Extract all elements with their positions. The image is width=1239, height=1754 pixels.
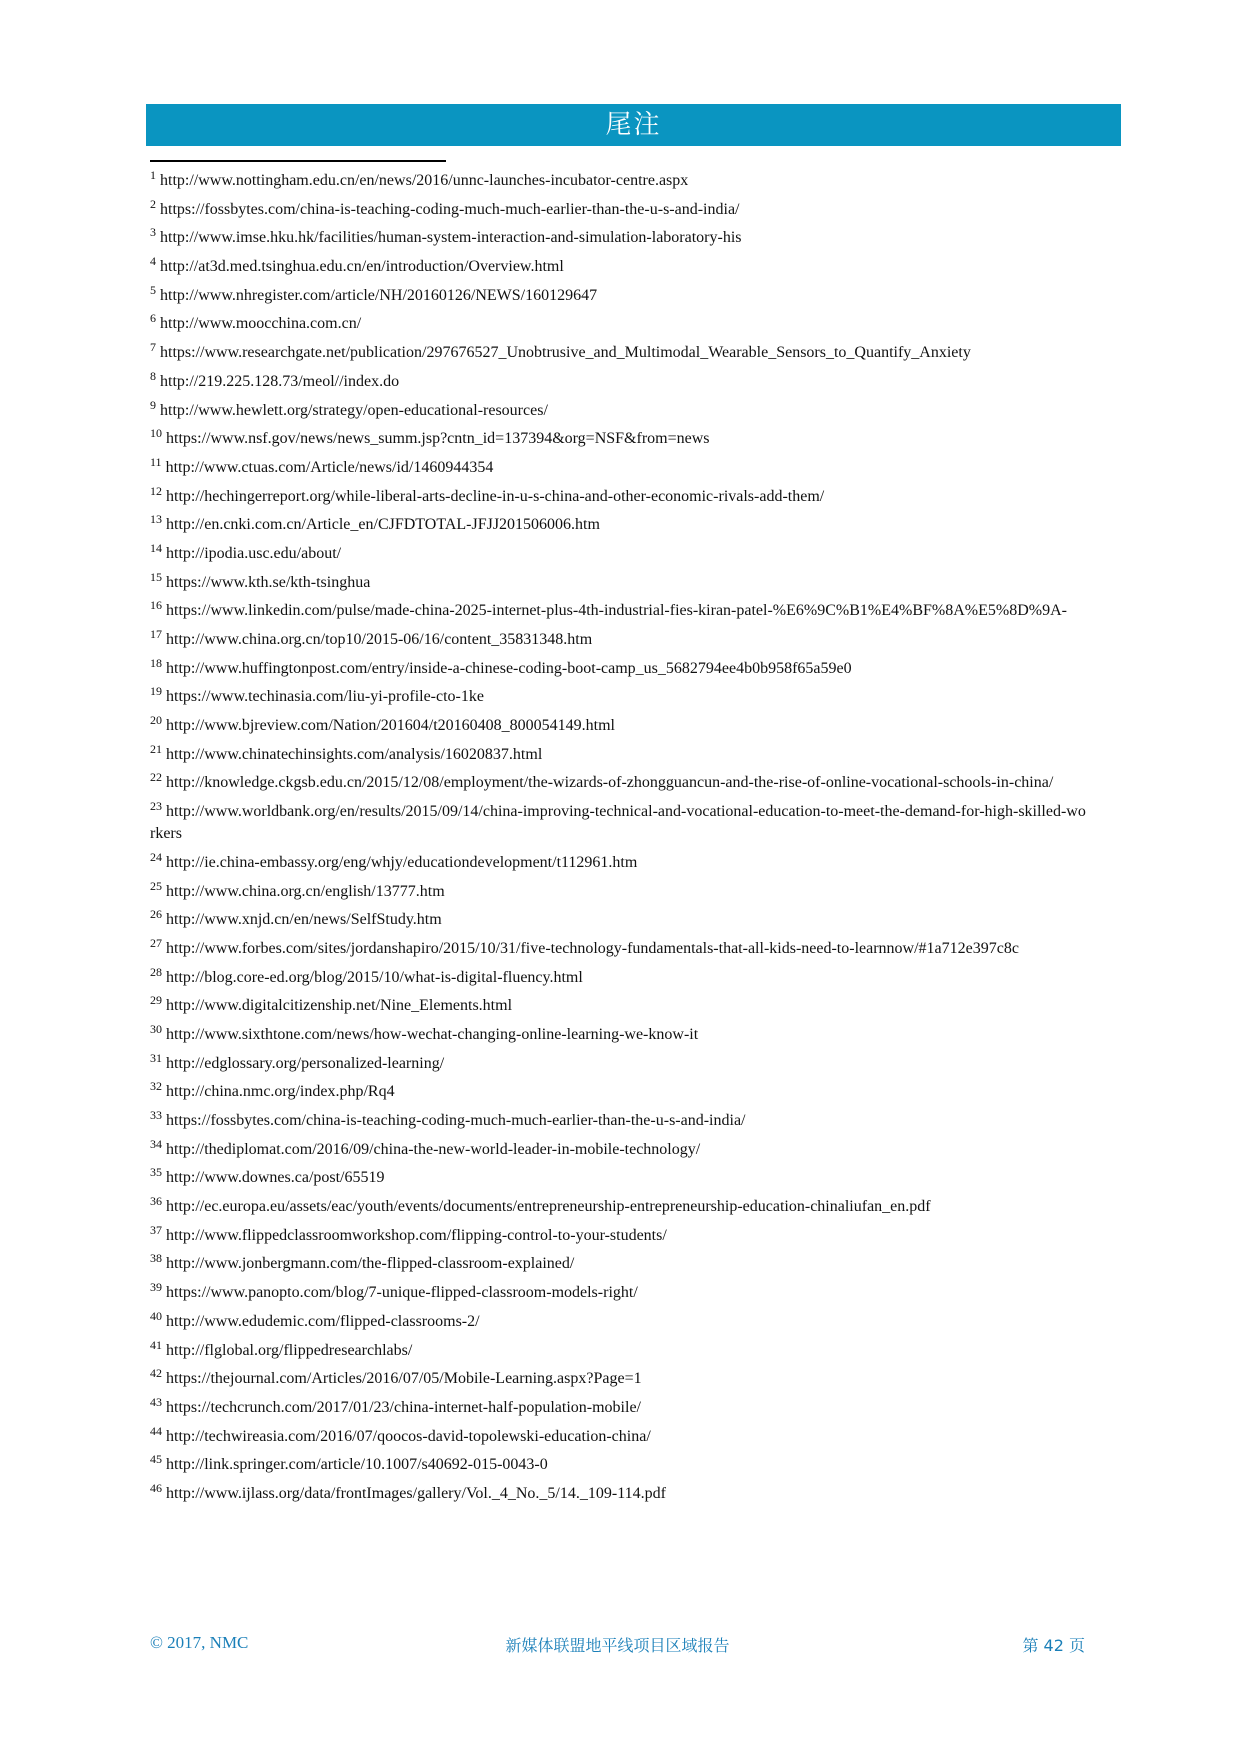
endnote-number: 17 — [150, 627, 162, 641]
endnote-number: 33 — [150, 1108, 162, 1122]
endnote-link[interactable]: https://thejournal.com/Articles/2016/07/05/Mobile-Learning.aspx?Page=1 — [166, 1370, 642, 1388]
endnote-number: 30 — [150, 1021, 162, 1036]
endnote-link[interactable]: http://www.nottingham.edu.cn/en/news/2016/unnc-launches-incubator-centre.aspx — [160, 172, 689, 189]
endnote-item — [150, 170, 1090, 192]
footnote-rule — [150, 160, 446, 162]
endnote-link[interactable]: https://fossbytes.com/china-is-teaching-coding-much-much-earlier-than-the-u-s-and-india/ — [160, 200, 740, 218]
endnote-link[interactable]: http://thediplomat.com/2016/09/china-the-new-world-leader-in-mobile-technology/ — [166, 1140, 701, 1158]
endnote-item — [150, 741, 1090, 766]
endnote-number: 1 — [150, 168, 156, 182]
footer-report-title: 新媒体联盟地平线项目区域报告 — [505, 1636, 730, 1655]
endnote-link[interactable]: http://hechingerreport.org/while-liberal-arts-decline-in-u-s-china-and-other-economic-rivals-add-them/ — [166, 487, 825, 505]
footer-copyright: © 2017, NMC — [150, 1633, 249, 1652]
endnote-link[interactable]: http://www.china.org.cn/english/13777.htm — [166, 882, 445, 900]
endnote-item — [150, 569, 1090, 594]
endnote-link[interactable]: http://ec.europa.eu/assets/eac/youth/events/documents/entrepreneurship-entrepreneurship-education-chinaliufan_en.pdf — [166, 1198, 931, 1216]
endnote-link[interactable]: http://en.cnki.com.cn/Article_en/CJFDTOTAL-JFJJ201506006.htm — [166, 516, 600, 534]
endnote-link[interactable]: http://knowledge.ckgsb.edu.cn/2015/12/08/employment/the-wizards-of-zhongguancun-and-the-rise-of-online-vocational-schools-in-china/ — [166, 774, 1054, 792]
endnote-link[interactable]: http://ie.china-embassy.org/eng/whjy/educationdevelopment/t112961.htm — [166, 853, 638, 871]
endnote-item — [150, 1253, 1090, 1275]
endnote-link[interactable]: http://www.worldbank.org/en/results/2015/09/14/china-improving-technical-and-vocational-education-to-meet-the-demand-for-high-skilled-workers — [150, 803, 1086, 843]
endnote-item — [150, 1337, 1090, 1362]
endnote-link[interactable]: https://www.kth.se/kth-tsinghua — [166, 573, 371, 591]
endnote-link[interactable]: http://www.huffingtonpost.com/entry/inside-a-chinese-coding-boot-camp_us_5682794ee4b0b958f65a59e0 — [166, 659, 852, 677]
endnote-item — [150, 540, 1090, 565]
endnote-link[interactable]: http://www.bjreview.com/Nation/201604/t20160408_800054149.html — [166, 717, 615, 735]
endnote-item — [150, 1021, 1090, 1046]
endnote-link[interactable]: http://www.downes.ca/post/65519 — [166, 1169, 385, 1187]
endnote-link[interactable]: http://www.imse.hku.hk/facilities/human-system-interaction-and-simulation-laboratory-his — [160, 229, 742, 247]
endnote-number: 34 — [150, 1136, 162, 1151]
endnote-link[interactable]: http://edglossary.org/personalized-learning/ — [166, 1054, 445, 1072]
endnote-number: 39 — [150, 1280, 162, 1295]
endnote-number: 7 — [150, 340, 156, 355]
endnote-item — [150, 600, 1090, 622]
section-title-bar — [146, 104, 1121, 146]
endnote-link[interactable]: http://at3d.med.tsinghua.edu.cn/en/introduction/Overview.html — [160, 258, 564, 276]
endnote-link[interactable]: https://www.panopto.com/blog/7-unique-flipped-classroom-models-right/ — [166, 1284, 638, 1302]
endnote-link[interactable]: http://www.moocchina.com.cn/ — [160, 315, 362, 333]
endnote-item — [150, 686, 1090, 708]
endnote-link[interactable]: https://fossbytes.com/china-is-teaching-coding-much-much-earlier-than-the-u-s-and-india/ — [166, 1112, 746, 1129]
endnote-link[interactable]: http://www.nhregister.com/article/NH/20160126/NEWS/160129647 — [160, 286, 598, 304]
endnote-number: 45 — [150, 1452, 162, 1467]
endnote-link[interactable]: https://www.linkedin.com/pulse/made-china-2025-internet-plus-4th-industrial-fies-kiran-patel-%E6%9C%B1%E4%BF%8A%E5%8D%9A- — [166, 602, 1067, 620]
endnote-link[interactable]: http://www.ijlass.org/data/frontImages/gallery/Vol._4_No._5/14._109-114.pdf — [166, 1484, 666, 1502]
endnote-item — [150, 1368, 1090, 1390]
endnote-item — [150, 935, 1090, 960]
endnote-link[interactable]: https://www.techinasia.com/liu-yi-profile-cto-1ke — [166, 688, 484, 706]
endnote-number: 37 — [150, 1222, 162, 1237]
endnote-item — [150, 342, 1090, 364]
endnote-number: 14 — [150, 540, 162, 555]
endnote-item — [150, 801, 1090, 845]
endnote-item — [150, 428, 1090, 450]
endnote-item — [150, 397, 1090, 422]
endnote-number: 36 — [150, 1194, 162, 1209]
endnote-link[interactable]: http://www.xnjd.cn/en/news/SelfStudy.htm — [166, 911, 442, 929]
endnote-item — [150, 964, 1090, 989]
endnote-link[interactable]: http://www.ctuas.com/Article/news/id/1460944354 — [165, 458, 494, 476]
endnote-item — [150, 1081, 1090, 1103]
endnote-item — [150, 1423, 1090, 1448]
endnote-item — [150, 655, 1090, 680]
endnote-item — [150, 1394, 1090, 1419]
endnote-item — [150, 1110, 1090, 1132]
endnote-link[interactable]: http://link.springer.com/article/10.1007/s40692-015-0043-0 — [166, 1456, 548, 1474]
endnote-link[interactable]: http://www.hewlett.org/strategy/open-educational-resources/ — [160, 401, 548, 419]
endnote-number: 21 — [150, 741, 162, 756]
endnote-link[interactable]: http://ipodia.usc.edu/about/ — [166, 544, 342, 562]
endnote-number: 38 — [150, 1251, 162, 1266]
endnote-item — [150, 849, 1090, 874]
endnote-link[interactable]: http://flglobal.org/flippedresearchlabs/ — [166, 1341, 413, 1359]
endnote-link[interactable]: http://china.nmc.org/index.php/Rq4 — [166, 1083, 395, 1101]
endnote-number: 5 — [150, 282, 156, 297]
endnote-number: 22 — [150, 770, 162, 785]
endnote-number: 27 — [150, 935, 162, 950]
endnote-number: 8 — [150, 368, 156, 383]
endnote-item — [150, 1480, 1090, 1505]
endnote-link[interactable]: https://www.nsf.gov/news/news_summ.jsp?cntn_id=137394&org=NSF&from=news — [166, 430, 710, 448]
section-title: 尾注 — [605, 110, 662, 140]
endnote-number: 4 — [150, 254, 156, 269]
endnote-item — [150, 483, 1090, 508]
endnote-number: 23 — [150, 799, 162, 814]
endnote-number: 13 — [150, 512, 162, 527]
endnote-number: 26 — [150, 907, 162, 922]
endnote-item — [150, 227, 1090, 249]
endnote-number: 18 — [150, 655, 162, 670]
endnote-link[interactable]: http://www.chinatechinsights.com/analysis/16020837.html — [166, 745, 543, 763]
endnote-number: 46 — [150, 1480, 162, 1495]
endnotes-list — [150, 170, 1090, 1512]
endnote-item — [150, 878, 1090, 903]
endnote-number: 6 — [150, 311, 156, 326]
endnote-item — [150, 715, 1090, 737]
endnote-number: 25 — [150, 878, 162, 893]
endnote-link[interactable]: https://www.researchgate.net/publication/297676527_Unobtrusive_and_Multimodal_Wearable_Sensors_to_Quantify_Anxiety — [160, 344, 971, 362]
endnote-number: 40 — [150, 1308, 162, 1323]
endnote-item — [150, 1196, 1090, 1218]
endnote-number: 15 — [150, 569, 162, 584]
footer-page-number: 第 42 页 — [1022, 1636, 1085, 1655]
endnote-item — [150, 368, 1090, 393]
endnote-item — [150, 1167, 1090, 1189]
endnote-item — [150, 772, 1090, 794]
endnote-item — [150, 282, 1090, 307]
endnote-link[interactable]: http://www.sixthtone.com/news/how-wechat-changing-online-learning-we-know-it — [166, 1025, 699, 1043]
endnote-link[interactable]: http://blog.core-ed.org/blog/2015/10/what-is-digital-fluency.html — [166, 968, 583, 986]
endnote-item — [150, 454, 1090, 479]
endnote-item — [150, 1282, 1090, 1304]
endnote-number: 16 — [150, 598, 162, 613]
endnote-link[interactable]: http://www.flippedclassroomworkshop.com/flipping-control-to-your-students/ — [166, 1226, 667, 1244]
endnote-link[interactable]: http://219.225.128.73/meol//index.do — [160, 372, 400, 390]
endnote-item — [150, 629, 1090, 651]
page-footer — [150, 1633, 1085, 1657]
endnote-item — [150, 313, 1090, 335]
endnote-link[interactable]: http://www.forbes.com/sites/jordanshapiro/2015/10/31/five-technology-fundamentals-that-all-kids-need-to-learnnow/#1a712e397c8c — [166, 939, 1019, 957]
endnote-item — [150, 196, 1090, 221]
endnote-link[interactable]: http://techwireasia.com/2016/07/qoocos-david-topolewski-education-china/ — [166, 1427, 651, 1445]
endnote-number: 41 — [150, 1337, 162, 1352]
endnote-number: 29 — [150, 993, 162, 1008]
endnote-number: 9 — [150, 397, 156, 412]
endnote-number: 2 — [150, 196, 156, 211]
endnote-link[interactable]: http://www.jonbergmann.com/the-flipped-classroom-explained/ — [166, 1255, 575, 1273]
endnote-item — [150, 1454, 1090, 1476]
endnote-link[interactable]: http://www.china.org.cn/top10/2015-06/16/content_35831348.htm — [166, 631, 593, 648]
endnote-item — [150, 1222, 1090, 1247]
endnote-number: 19 — [150, 684, 162, 699]
endnote-number: 20 — [150, 713, 162, 728]
endnote-number: 28 — [150, 964, 162, 979]
endnote-link[interactable]: http://www.digitalcitizenship.net/Nine_Elements.html — [166, 997, 513, 1015]
endnote-item — [150, 909, 1090, 931]
endnote-item — [150, 1308, 1090, 1333]
endnote-number: 32 — [150, 1079, 162, 1094]
endnote-number: 11 — [150, 454, 162, 469]
endnote-number: 31 — [150, 1050, 162, 1065]
endnote-item — [150, 1136, 1090, 1161]
endnote-link[interactable]: http://www.edudemic.com/flipped-classrooms-2/ — [166, 1312, 480, 1330]
endnote-item — [150, 256, 1090, 278]
endnote-number: 3 — [150, 225, 156, 240]
endnote-number: 12 — [150, 483, 162, 498]
endnote-number: 24 — [150, 849, 162, 864]
endnote-item — [150, 995, 1090, 1017]
endnote-link[interactable]: https://techcrunch.com/2017/01/23/china-internet-half-population-mobile/ — [166, 1398, 641, 1416]
endnote-number: 42 — [150, 1366, 162, 1381]
endnote-number: 35 — [150, 1165, 162, 1180]
endnote-number: 10 — [150, 426, 162, 441]
endnote-item — [150, 514, 1090, 536]
endnote-number: 44 — [150, 1423, 162, 1438]
endnote-number: 43 — [150, 1394, 162, 1409]
endnote-item — [150, 1050, 1090, 1075]
